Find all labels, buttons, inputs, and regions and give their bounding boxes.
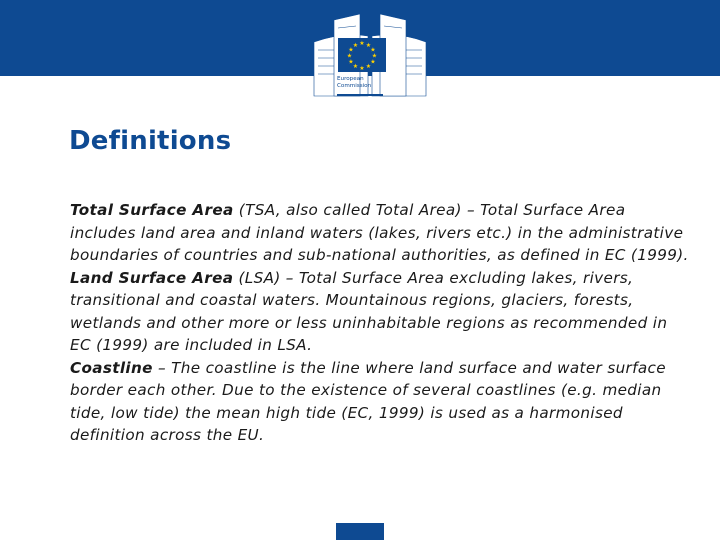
definition-land-surface-area <box>70 267 690 357</box>
definition-total-surface-area <box>70 199 690 267</box>
svg-text:★: ★ <box>346 52 353 60</box>
logo-wordmark: European Commission <box>337 76 372 89</box>
footer-accent-bar <box>336 523 384 540</box>
definition-term: Total Surface Area <box>70 201 234 219</box>
svg-text:★: ★ <box>365 63 372 70</box>
definition-coastline <box>70 357 690 447</box>
svg-text:★: ★ <box>359 40 365 47</box>
svg-text:★: ★ <box>370 58 376 66</box>
definition-body: – The coastline is the line where land surface and water surface border each other. Due to the existence of several coastlines (e.g. median tide, low tide) the mean high tide (EC, 1999) is used as a harmonised definition across the EU. <box>70 358 666 444</box>
svg-text:★: ★ <box>371 52 378 60</box>
svg-text:★: ★ <box>352 63 359 70</box>
definition-body: (LSA) – Total Surface Area excluding lakes, rivers, transitional and coastal waters. Mountainous regions, glaciers, forests, wetlands and other more or less uninhabitable regions as recommended in EC (1999) are included in LSA. <box>70 268 668 354</box>
logo-underline <box>337 94 383 96</box>
slide-title: Definitions <box>69 126 232 156</box>
svg-text:★: ★ <box>370 46 376 54</box>
svg-text:★: ★ <box>352 42 359 49</box>
svg-text:★: ★ <box>348 46 354 54</box>
svg-text:★: ★ <box>359 65 365 72</box>
svg-text:★: ★ <box>348 58 354 66</box>
definition-term: Land Surface Area <box>70 268 234 287</box>
definitions-list <box>70 199 690 447</box>
svg-text:★: ★ <box>365 42 372 49</box>
definition-body: (TSA, also called Total Area) – Total Surface Area includes land area and inland waters (lakes, rivers etc.) in the administrative boundaries of countries and sub-national authorities, as defined in EC (1999). <box>70 201 689 264</box>
definition-term: Coastline <box>70 358 153 377</box>
